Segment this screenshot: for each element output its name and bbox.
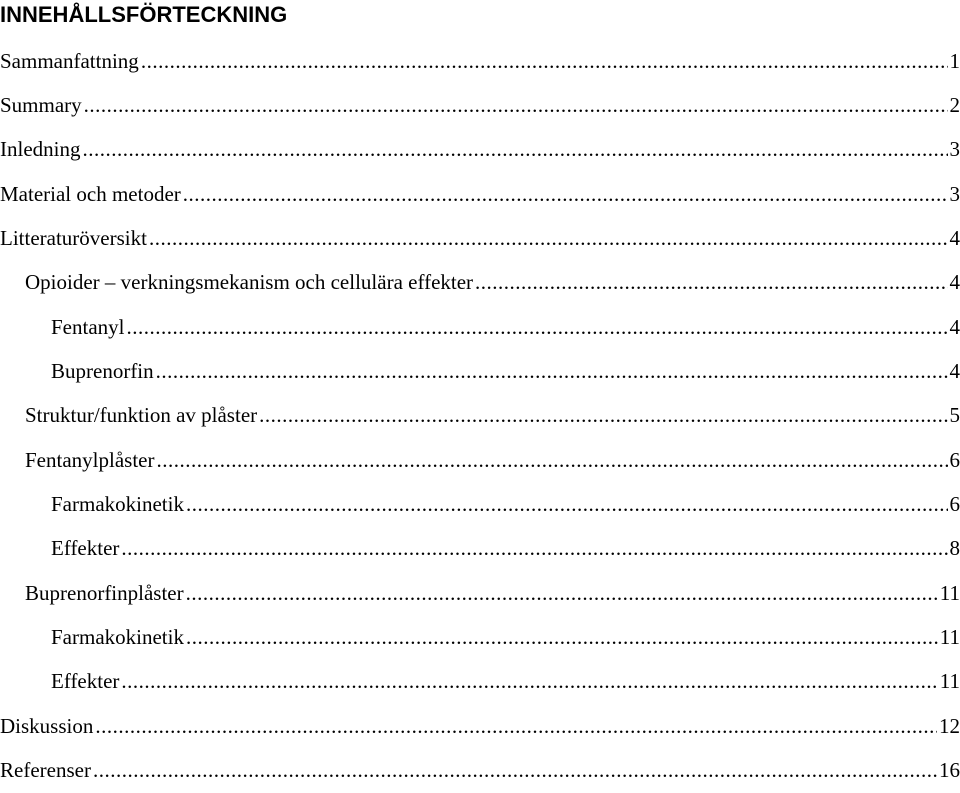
toc-entry-page-number: 3	[950, 182, 960, 207]
toc-entry-page-number: 12	[939, 714, 960, 739]
toc-entry-label: Sammanfattning	[0, 49, 139, 74]
toc-entry-label: Buprenorfinplåster	[25, 581, 184, 606]
dot-leader	[186, 492, 948, 517]
dot-leader	[82, 137, 947, 162]
toc-entry-label: Opioider – verkningsmekanism och cellulära effekter	[25, 270, 473, 295]
toc-entry-page-number: 4	[950, 359, 960, 384]
toc-entry-buprenorfinplaster[interactable]	[0, 571, 960, 615]
toc-heading: INNEHÅLLSFÖRTECKNING	[0, 0, 287, 30]
toc-entry-label: Diskussion	[0, 714, 93, 739]
toc-entry-material-och-metoder[interactable]	[0, 172, 960, 216]
toc-entry-label: Effekter	[51, 536, 119, 561]
dot-leader	[84, 93, 948, 118]
dot-leader	[93, 758, 937, 783]
toc-entry-page-number: 4	[950, 270, 960, 295]
toc-entry-page-number: 2	[950, 93, 960, 118]
dot-leader	[141, 49, 948, 74]
toc-entry-page-number: 11	[940, 581, 960, 606]
toc-entry-page-number: 4	[950, 226, 960, 251]
toc-entry-label: Buprenorfin	[51, 359, 154, 384]
dot-leader	[186, 581, 938, 606]
dot-leader	[186, 625, 938, 650]
toc-entry-page-number: 8	[950, 536, 960, 561]
toc-entry-page-number: 11	[940, 625, 960, 650]
toc-entry-page-number: 6	[950, 448, 960, 473]
toc-entry-farmakokinetik-fentanyl[interactable]	[0, 482, 960, 526]
dot-leader	[156, 448, 947, 473]
toc-entry-label: Fentanylplåster	[25, 448, 154, 473]
dot-leader	[127, 315, 948, 340]
toc-list	[0, 39, 960, 793]
toc-entry-opioider[interactable]	[0, 261, 960, 305]
dot-leader	[95, 714, 937, 739]
dot-leader	[183, 182, 948, 207]
dot-leader	[121, 536, 947, 561]
toc-entry-sammanfattning[interactable]	[0, 39, 960, 83]
dot-leader	[475, 270, 947, 295]
dot-leader	[156, 359, 948, 384]
toc-entry-referenser[interactable]	[0, 749, 960, 793]
toc-entry-litteraturoversikt[interactable]	[0, 216, 960, 260]
toc-entry-label: Referenser	[0, 758, 91, 783]
toc-entry-page-number: 1	[950, 49, 960, 74]
toc-entry-label: Inledning	[0, 137, 80, 162]
toc-entry-label: Farmakokinetik	[51, 625, 184, 650]
toc-entry-inledning[interactable]	[0, 128, 960, 172]
toc-entry-label: Farmakokinetik	[51, 492, 184, 517]
toc-entry-struktur-funktion-av-plaster[interactable]	[0, 394, 960, 438]
toc-entry-page-number: 4	[950, 315, 960, 340]
toc-entry-label: Fentanyl	[51, 315, 125, 340]
toc-entry-label: Material och metoder	[0, 182, 181, 207]
dot-leader	[259, 403, 947, 428]
toc-entry-page-number: 11	[940, 669, 960, 694]
toc-entry-page-number: 6	[950, 492, 960, 517]
toc-entry-page-number: 5	[950, 403, 960, 428]
toc-entry-page-number: 16	[939, 758, 960, 783]
dot-leader	[149, 226, 948, 251]
toc-entry-label: Litteraturöversikt	[0, 226, 147, 251]
toc-entry-page-number: 3	[950, 137, 960, 162]
toc-entry-fentanyl[interactable]	[0, 305, 960, 349]
toc-entry-buprenorfin[interactable]	[0, 349, 960, 393]
toc-entry-farmakokinetik-buprenorfin[interactable]	[0, 615, 960, 659]
toc-entry-fentanylplaster[interactable]	[0, 438, 960, 482]
toc-entry-label: Struktur/funktion av plåster	[25, 403, 257, 428]
toc-entry-effekter-buprenorfin[interactable]	[0, 660, 960, 704]
toc-entry-diskussion[interactable]	[0, 704, 960, 748]
dot-leader	[121, 669, 937, 694]
toc-entry-label: Summary	[0, 93, 82, 118]
toc-entry-effekter-fentanyl[interactable]	[0, 527, 960, 571]
toc-entry-summary[interactable]	[0, 83, 960, 127]
toc-entry-label: Effekter	[51, 669, 119, 694]
